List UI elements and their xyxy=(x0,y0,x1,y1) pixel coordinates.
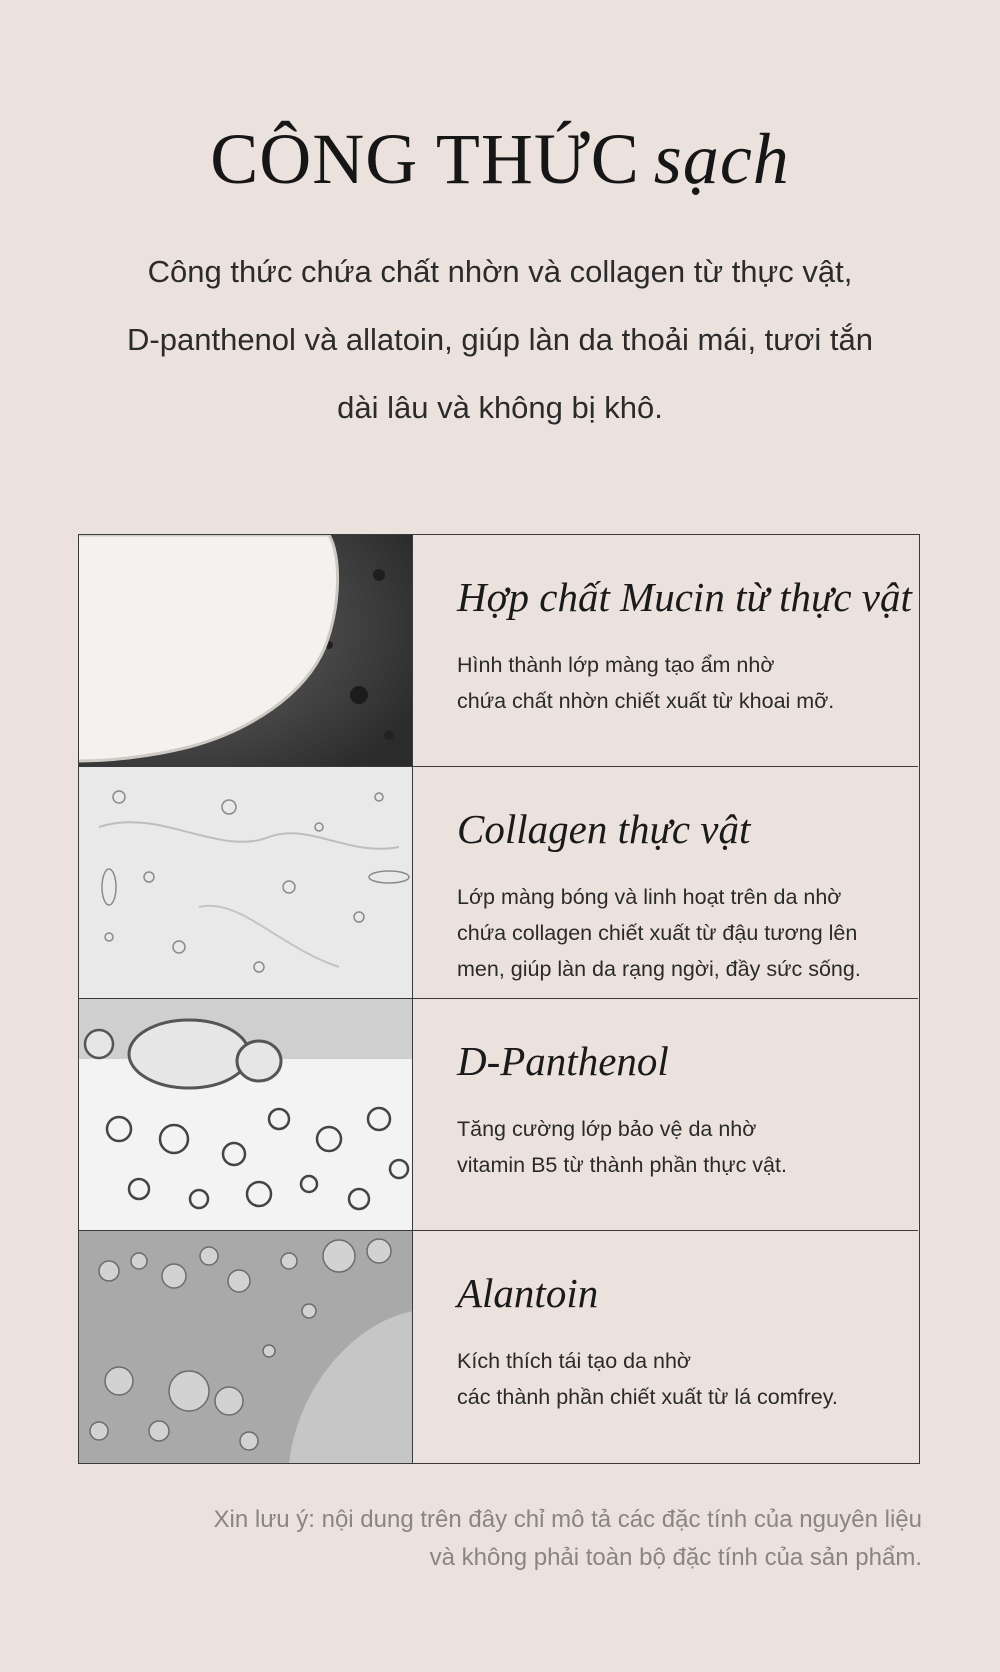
ingredient-row-alantoin xyxy=(79,1231,918,1463)
desc-line: vitamin B5 từ thành phần thực vật. xyxy=(457,1153,787,1177)
note-line: và không phải toàn bộ đặc tính của sản phẩm. xyxy=(429,1544,922,1571)
intro-line: D-panthenol và allatoin, giúp làn da thoải mái, tươi tắn xyxy=(127,322,873,357)
ingredient-row-mucin xyxy=(79,535,918,767)
water-bubbles-image xyxy=(79,1231,413,1463)
intro-line: dài lâu và không bị khô. xyxy=(337,390,663,425)
desc-line: chứa chất nhờn chiết xuất từ khoai mỡ. xyxy=(457,689,835,713)
ingredient-description xyxy=(457,879,907,987)
desc-line: các thành phần chiết xuất từ lá comfrey. xyxy=(457,1385,838,1409)
disclaimer-note xyxy=(62,1501,922,1577)
ingredient-text xyxy=(457,1231,907,1415)
ingredient-row-collagen xyxy=(79,767,918,999)
desc-line: men, giúp làn da rạng ngời, đầy sức sống. xyxy=(457,957,861,981)
title-accent: sạch xyxy=(653,119,790,199)
intro-paragraph xyxy=(60,238,940,442)
ingredient-description xyxy=(457,1343,907,1415)
oil-bubbles-image xyxy=(79,999,413,1230)
ingredient-text xyxy=(457,767,907,987)
ingredient-description xyxy=(457,647,907,719)
ingredient-title: Collagen thực vật xyxy=(457,806,751,852)
ingredient-text xyxy=(457,535,912,719)
ingredient-description xyxy=(457,1111,907,1183)
ingredient-text xyxy=(457,999,907,1183)
desc-line: chứa collagen chiết xuất từ đậu tương lên xyxy=(457,921,858,945)
page-title xyxy=(0,118,1000,201)
gel-bubbles-image xyxy=(79,767,413,998)
ingredients-table xyxy=(78,534,920,1464)
intro-line: Công thức chứa chất nhờn và collagen từ thực vật, xyxy=(147,254,853,289)
ingredient-title: Hợp chất Mucin từ thực vật xyxy=(457,574,912,620)
title-main: CÔNG THỨC xyxy=(210,119,640,199)
ingredient-title: D-Panthenol xyxy=(457,1038,669,1084)
ingredient-title: Alantoin xyxy=(457,1270,599,1316)
desc-line: Tăng cường lớp bảo vệ da nhờ xyxy=(457,1117,757,1141)
note-line: Xin lưu ý: nội dung trên đây chỉ mô tả các đặc tính của nguyên liệu xyxy=(213,1506,922,1533)
ingredient-row-d-panthenol xyxy=(79,999,918,1231)
desc-line: Hình thành lớp màng tạo ẩm nhờ xyxy=(457,653,775,677)
desc-line: Lớp màng bóng và linh hoạt trên da nhờ xyxy=(457,885,842,909)
mucin-texture-image xyxy=(79,535,413,766)
desc-line: Kích thích tái tạo da nhờ xyxy=(457,1349,692,1373)
